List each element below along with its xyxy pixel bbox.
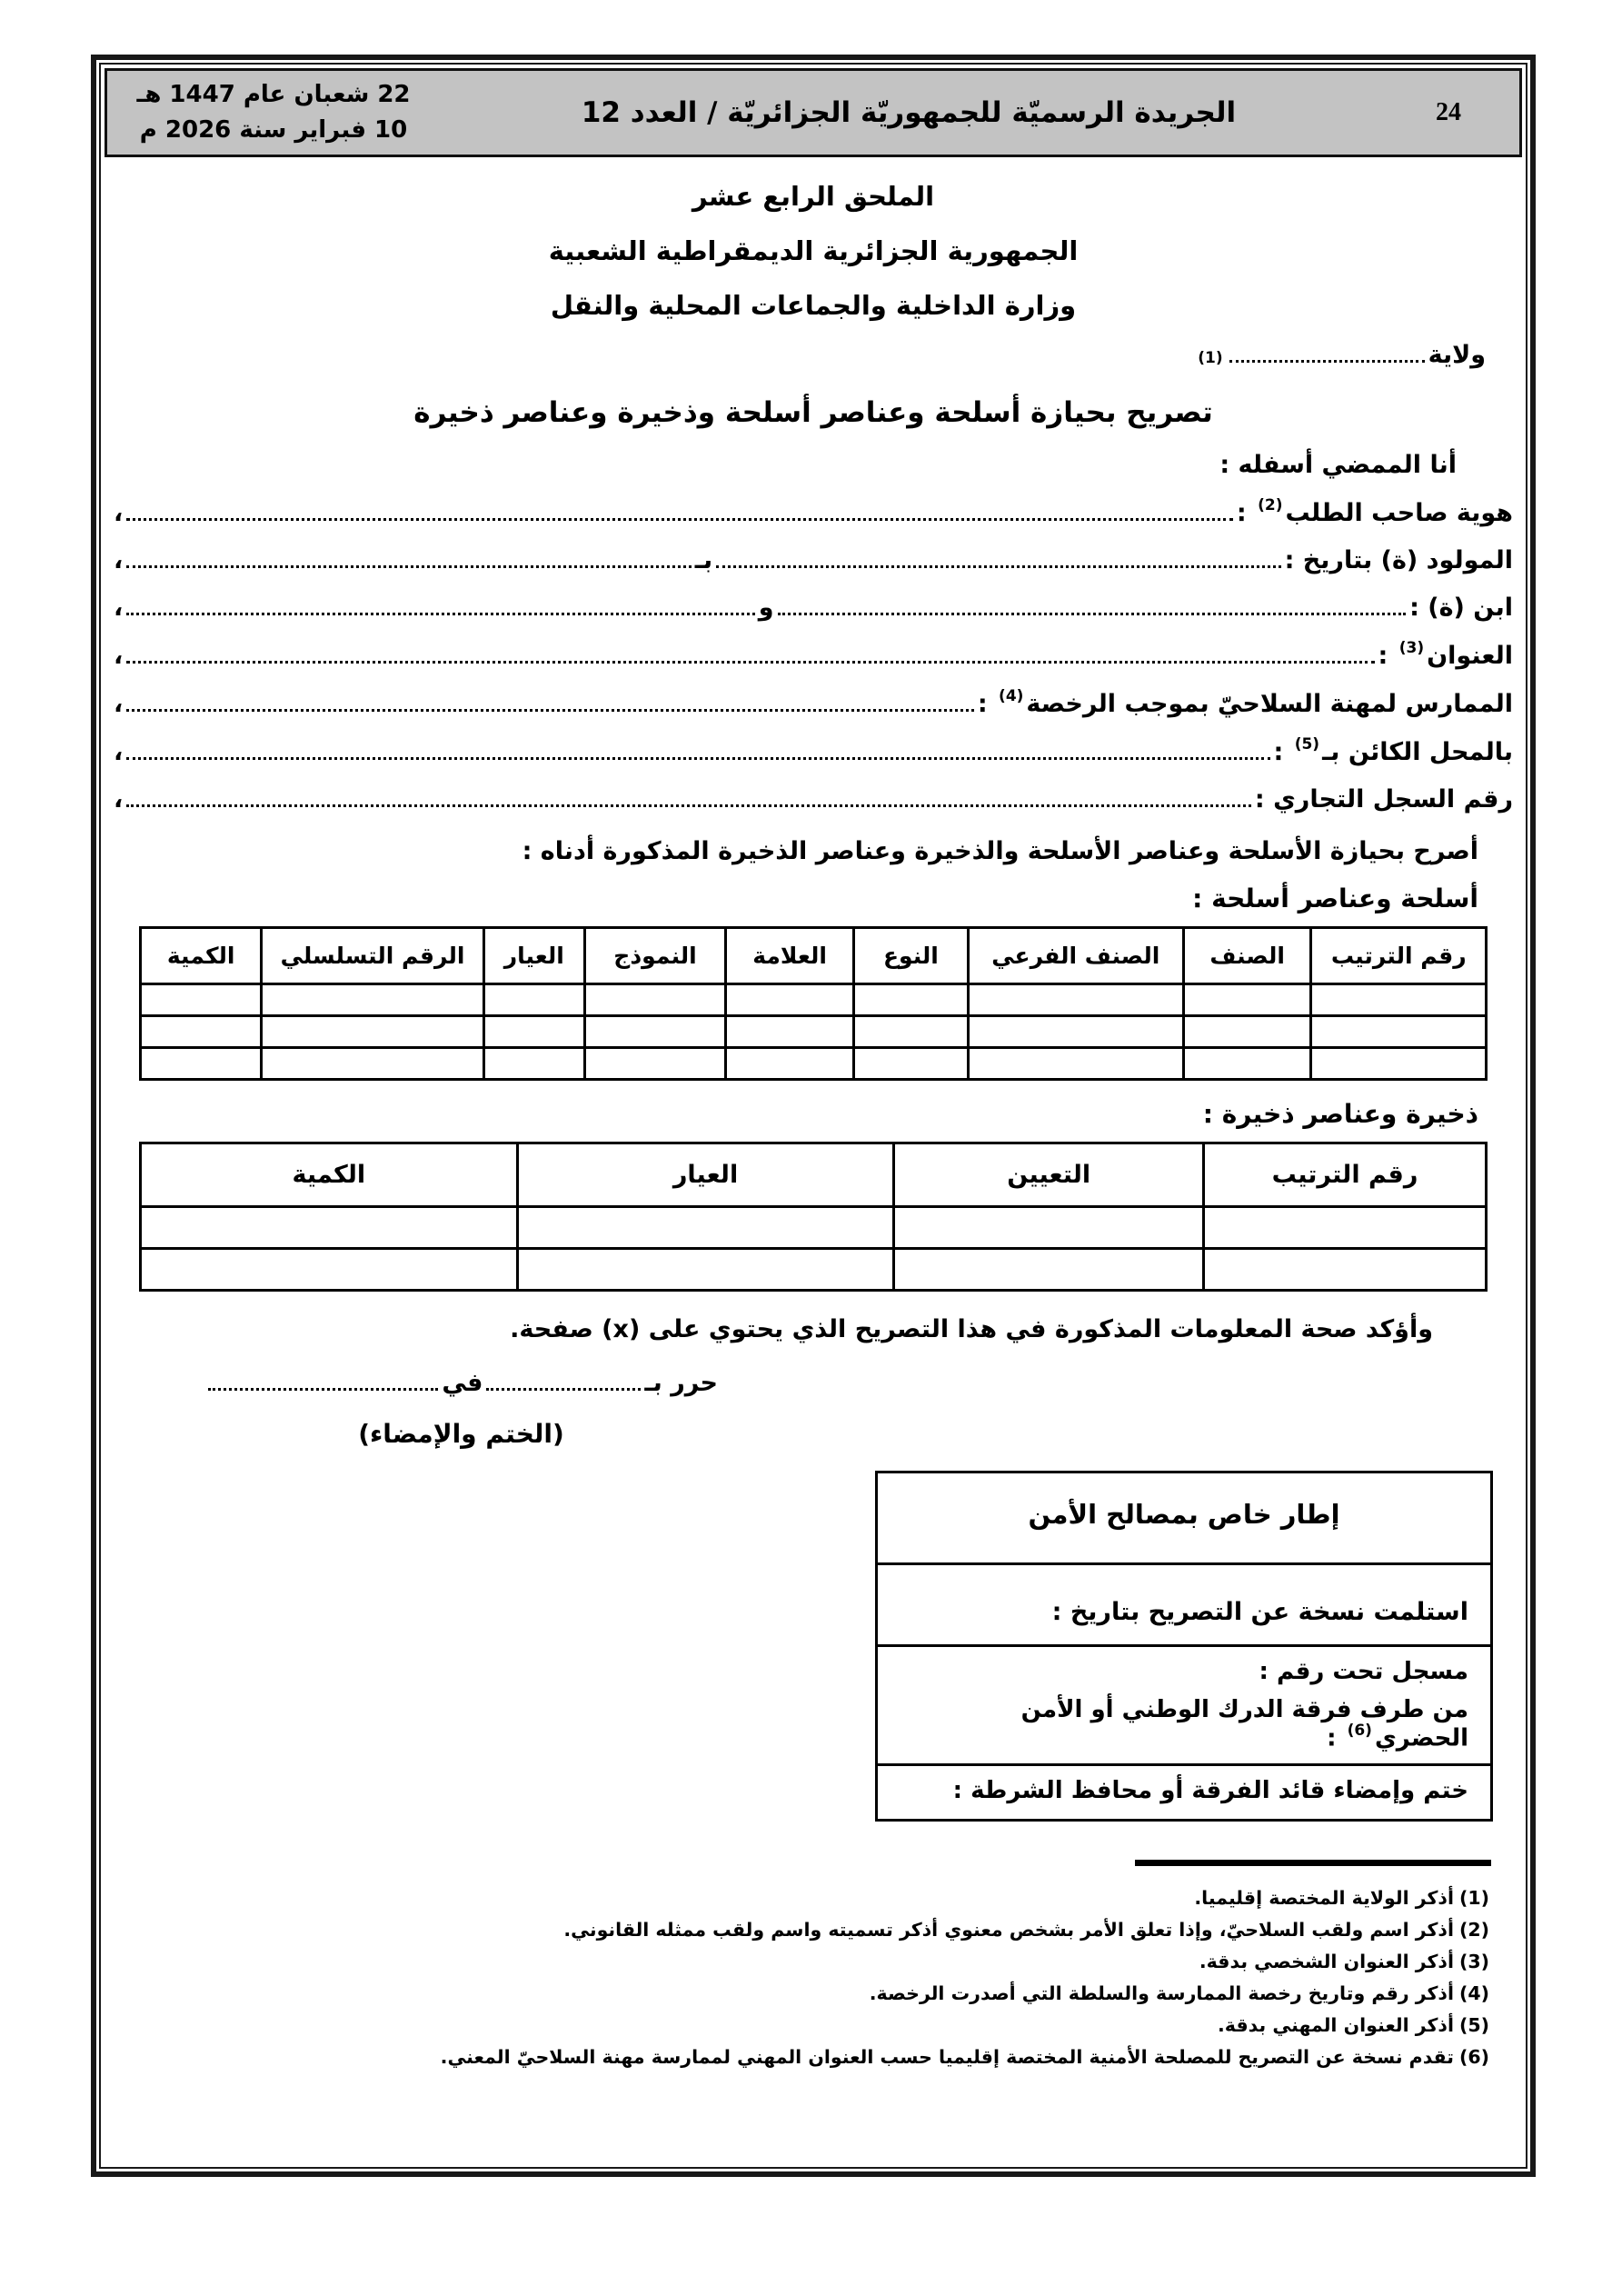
issue-dates: [124, 77, 423, 148]
form-title: تصريح بحيازة أسلحة وعناصر أسلحة وذخيرة وعناصر ذخيرة: [413, 396, 1213, 429]
weapons-table: [139, 926, 1488, 1081]
seal-signature-line: (الختم والإمضاء): [358, 1419, 564, 1449]
ammo-table-header-row: [141, 1143, 1487, 1207]
footnote-ref-3: (3): [1398, 639, 1425, 657]
footnotes: [114, 1866, 1513, 2073]
col-caliber: العيار: [517, 1143, 894, 1207]
weapons-table-header-row: [141, 928, 1487, 984]
field-gunsmith-license: الممارس لمهنة السلاحيّ بموجب الرخصة$^{(4)}$ : ،: [114, 687, 1513, 718]
weapons-table-empty-row: [141, 1048, 1487, 1080]
blank-field: [126, 694, 974, 712]
field-address: العنوان$^{(3)}$ : ،: [114, 639, 1513, 670]
col-caliber: العيار: [483, 928, 584, 984]
security-box-registration-row: [878, 1647, 1490, 1766]
col-type: النوع: [853, 928, 968, 984]
field-label: هوية صاحب الطلب: [1285, 499, 1513, 527]
hijri-date: 22 شعبان عام 1447 هـ: [136, 81, 411, 108]
weapons-section-heading: أسلحة وعناصر أسلحة :: [1192, 883, 1478, 913]
registered-under-number: مسجل تحت رقم :: [1259, 1658, 1468, 1685]
footnote-4: (4)أذكر رقم وتاريخ رخصة الممارسة والسلطة التي أصدرت الرخصة.: [869, 1982, 1489, 2004]
footnote-6: (6)تقدم نسخة عن التصريح للمصلحة الأمنية المختصة إقليميا حسب العنوان المهني لممارسة مهنة السلاحيّ المعني.: [440, 2045, 1489, 2068]
footnote-separator: [1135, 1860, 1491, 1866]
ammo-table: [139, 1142, 1488, 1292]
wilaya-label: ولاية: [1428, 341, 1486, 369]
footnote-ref-6: (6): [1347, 1722, 1372, 1740]
field-label: رقم السجل التجاري: [1273, 785, 1513, 814]
security-box-title: إطار خاص بمصالح الأمن: [878, 1473, 1490, 1565]
col-model: النموذج: [584, 928, 726, 984]
field-premises: بالمحل الكائن بـ$^{(5)}$ : ،: [114, 735, 1513, 766]
blank-field: [126, 598, 755, 615]
line-comma: ،: [114, 785, 124, 814]
col-order-number: رقم الترتيب: [1311, 928, 1487, 984]
annex-title: الملحق الرابع عشر: [692, 181, 935, 212]
form-content: [101, 181, 1526, 2073]
blank-field: [126, 790, 1251, 807]
field-label: العنوان: [1427, 642, 1513, 670]
field-label: ابن (ة): [1428, 594, 1513, 622]
wilaya-blank-field: [1229, 345, 1425, 363]
issued-prefix: حرر بـ: [644, 1369, 718, 1397]
col-quantity: الكمية: [141, 928, 262, 984]
weapons-table-empty-row: [141, 984, 1487, 1016]
footnote-3: (3)أذكر العنوان الشخصي بدقة.: [1199, 1950, 1489, 1972]
footnote-1: (1)أذكر الولاية المختصة إقليميا.: [1194, 1886, 1489, 1909]
blank-field: [778, 598, 1407, 615]
ammo-table-empty-row: [141, 1249, 1487, 1291]
ammo-section-heading: ذخيرة وعناصر ذخيرة :: [1202, 1099, 1478, 1129]
security-services-box: [875, 1471, 1493, 1822]
footnote-ref-5: (5): [1294, 735, 1320, 754]
security-box-received-row: استلمت نسخة عن التصريح بتاريخ :: [878, 1565, 1490, 1647]
blank-field: [208, 1373, 438, 1391]
col-designation: التعيين: [894, 1143, 1204, 1207]
republic-title: الجمهورية الجزائرية الديمقراطية الشعبية: [548, 235, 1079, 266]
field-label: الممارس لمهنة السلاحيّ بموجب الرخصة: [1026, 690, 1513, 718]
page-frame: [91, 55, 1536, 2177]
col-subcategory: الصنف الفرعي: [968, 928, 1183, 984]
registered-by-brigade: من طرف فرقة الدرك الوطني أو الأمن الحضري$^{(6)}$ :: [1020, 1696, 1468, 1752]
header-band: [104, 68, 1522, 157]
intro-line: أنا الممضي أسفله :: [1219, 451, 1457, 479]
blank-field: [126, 646, 1374, 664]
ammo-table-empty-row: [141, 1207, 1487, 1249]
footnote-ref-1: (1): [1198, 349, 1223, 367]
page-frame-inner: [99, 63, 1527, 2169]
blank-field: [126, 504, 1233, 521]
blank-field: [716, 551, 1280, 568]
col-quantity: الكمية: [141, 1143, 518, 1207]
blank-field: [486, 1373, 641, 1391]
gazette-title: الجريدة الرسميّة للجمهوريّة الجزائريّة / العدد 12: [581, 96, 1237, 129]
footnote-5: (5)أذكر العنوان المهني بدقة.: [1218, 2013, 1489, 2036]
line-comma: ،: [114, 642, 124, 670]
field-label: المولود (ة) بتاريخ: [1302, 546, 1513, 574]
col-brand: العلامة: [726, 928, 854, 984]
col-order-number: رقم الترتيب: [1204, 1143, 1487, 1207]
field-applicant-identity: هوية صاحب الطلب$^{(2)}$ : ،: [114, 496, 1513, 527]
line-comma: ،: [114, 738, 124, 766]
issued-at-line: [204, 1369, 718, 1397]
gregorian-date: 10 فبراير سنة 2026 م: [139, 116, 408, 144]
field-mid-word: بـ: [694, 546, 713, 574]
footnote-ref-2: (2): [1258, 496, 1283, 514]
line-comma: ،: [113, 546, 124, 574]
field-label: بالمحل الكائن بـ: [1322, 738, 1513, 766]
page-number: 24: [1436, 98, 1461, 126]
wilaya-line: [114, 341, 1513, 369]
footnote-ref-4: (4): [999, 687, 1024, 705]
weapons-table-empty-row: [141, 1016, 1487, 1048]
confirmation-line: وأؤكد صحة المعلومات المذكورة في هذا التصريح الذي يحتوي على (x) صفحة.: [510, 1315, 1433, 1343]
blank-field: [126, 551, 691, 568]
col-category: الصنف: [1183, 928, 1311, 984]
declaration-line: أصرح بحيازة الأسلحة وعناصر الأسلحة والذخيرة وعناصر الذخيرة المذكورة أدناه :: [522, 837, 1478, 865]
footnote-2: (2)أذكر اسم ولقب السلاحيّ، وإذا تعلق الأمر بشخص معنوي أذكر تسميته واسم ولقب ممثله القانوني.: [563, 1918, 1489, 1941]
field-birth-date: المولود (ة) بتاريخ : بـ ،: [113, 546, 1513, 574]
field-mid-word: و: [758, 594, 774, 622]
field-commercial-register: رقم السجل التجاري : ،: [114, 785, 1513, 814]
field-parents: ابن (ة) : و ،: [113, 594, 1513, 622]
security-box-stamp-row: ختم وإمضاء قائد الفرقة أو محافظ الشرطة :: [952, 1776, 1468, 1804]
line-comma: ،: [113, 594, 124, 622]
ministry-title: وزارة الداخلية والجماعات المحلية والنقل: [550, 290, 1077, 321]
line-comma: ،: [114, 690, 124, 718]
blank-field: [126, 743, 1269, 760]
issued-middle: في: [442, 1369, 483, 1397]
col-serial-number: الرقم التسلسلي: [262, 928, 483, 984]
line-comma: ،: [114, 499, 124, 527]
